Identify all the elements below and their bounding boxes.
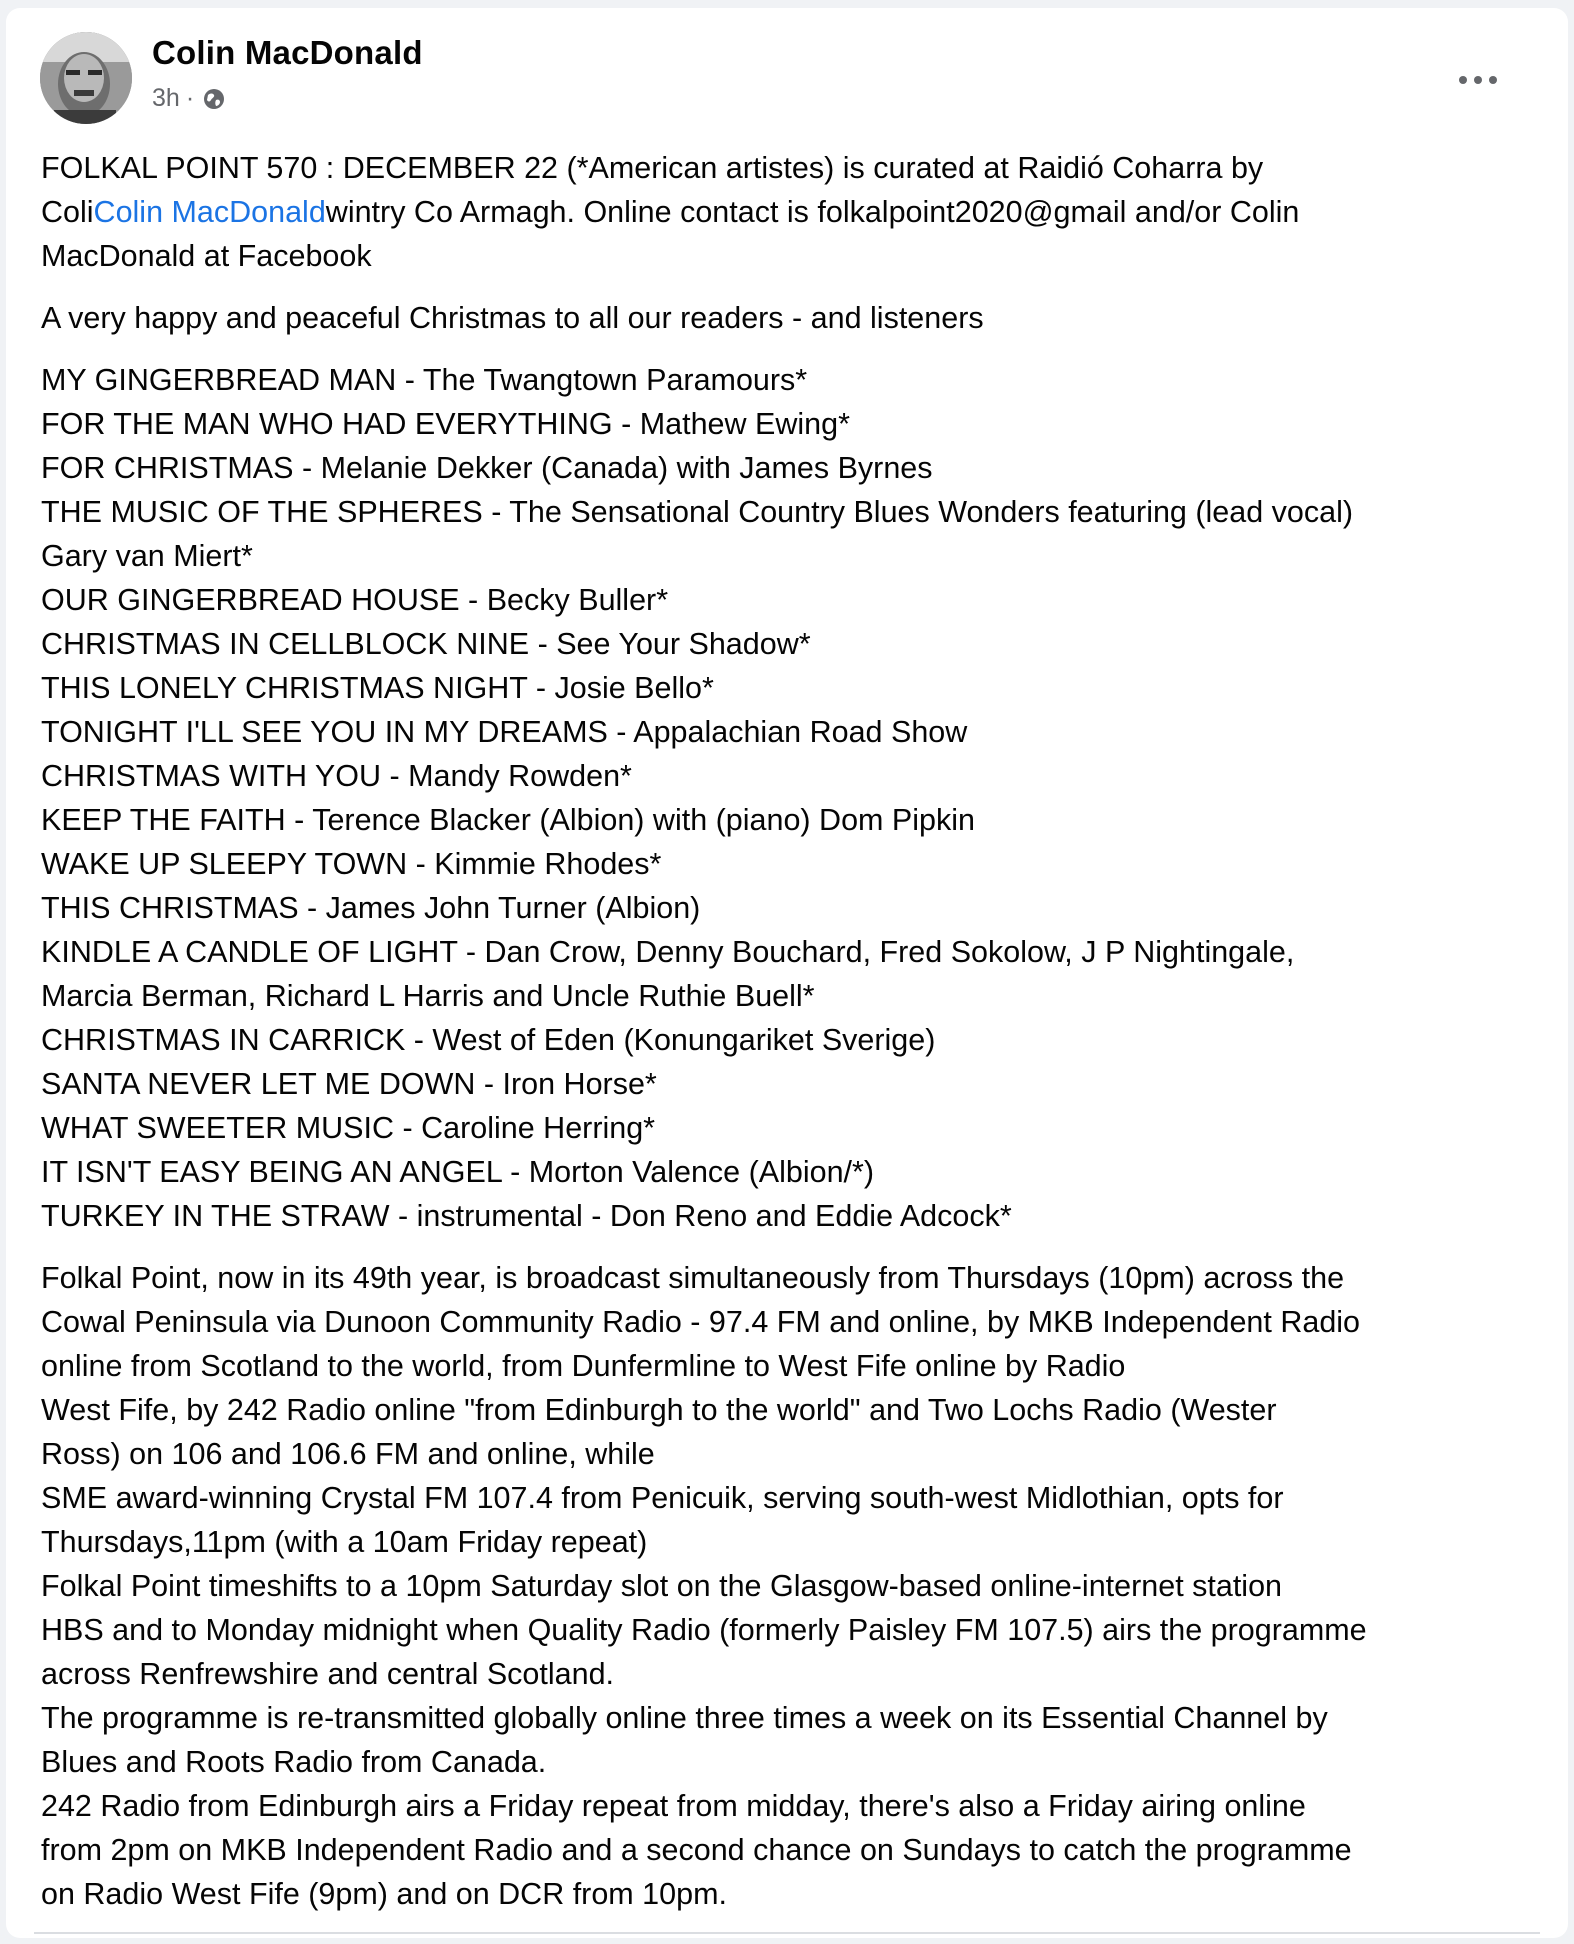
track-line: Gary van Miert* <box>41 539 253 573</box>
track-line: OUR GINGERBREAD HOUSE - Becky Buller* <box>41 583 669 617</box>
divider <box>34 1932 1540 1934</box>
avatar-image <box>40 32 132 124</box>
author-mention-link[interactable]: Colin MacDonald <box>93 195 326 229</box>
track-line: THIS CHRISTMAS - James John Turner (Albion) <box>41 891 701 925</box>
info-line: Blues and Roots Radio from Canada. <box>41 1745 547 1779</box>
post-card <box>6 8 1568 1938</box>
track-line: CHRISTMAS WITH YOU - Mandy Rowden* <box>41 759 632 793</box>
info-line: Cowal Peninsula via Dunoon Community Radio - 97.4 FM and online, by MKB Independent Radio <box>41 1305 1361 1339</box>
track-line: KINDLE A CANDLE OF LIGHT - Dan Crow, Denny Bouchard, Fred Sokolow, J P Nightingale, <box>41 935 1295 969</box>
meta-separator: · <box>185 84 195 112</box>
info-line: HBS and to Monday midnight when Quality Radio (formerly Paisley FM 107.5) airs the programme <box>41 1613 1367 1647</box>
info-line: SME award-winning Crystal FM 107.4 from Penicuik, serving south-west Midlothian, opts for <box>41 1481 1284 1515</box>
intro-text: wintry Co Armagh. Online contact is folkalpoint2020@gmail and/or Colin <box>325 195 1300 229</box>
info-line: Folkal Point timeshifts to a 10pm Saturday slot on the Glasgow-based online-internet station <box>41 1569 1282 1603</box>
more-horizontal-icon <box>1489 76 1497 84</box>
info-line: across Renfrewshire and central Scotland. <box>41 1657 615 1691</box>
more-horizontal-icon <box>1459 76 1467 84</box>
track-line: FOR CHRISTMAS - Melanie Dekker (Canada) with James Byrnes <box>41 451 933 485</box>
track-line: FOR THE MAN WHO HAD EVERYTHING - Mathew Ewing* <box>41 407 850 441</box>
info-line: Thursdays,11pm (with a 10am Friday repeat) <box>41 1525 648 1559</box>
track-line: WHAT SWEETER MUSIC - Caroline Herring* <box>41 1111 656 1145</box>
intro-line <box>41 190 1541 234</box>
track-line: CHRISTMAS IN CELLBLOCK NINE - See Your Shadow* <box>41 627 811 661</box>
post-header <box>6 8 1568 118</box>
paragraph-gap <box>41 278 1541 296</box>
globe-icon[interactable] <box>202 87 226 111</box>
track-line: Marcia Berman, Richard L Harris and Uncle Ruthie Buell* <box>41 979 815 1013</box>
tracklist <box>41 358 1541 1238</box>
intro-text: Coli <box>41 195 94 229</box>
paragraph-gap <box>41 1238 1541 1256</box>
more-options-button[interactable] <box>1448 60 1508 100</box>
info-line: Ross) on 106 and 106.6 FM and online, while <box>41 1437 655 1471</box>
info-line: online from Scotland to the world, from Dunfermline to West Fife online by Radio <box>41 1349 1126 1383</box>
avatar[interactable] <box>40 32 132 124</box>
track-line: MY GINGERBREAD MAN - The Twangtown Paramours* <box>41 363 808 397</box>
info-line: West Fife, by 242 Radio online "from Edinburgh to the world" and Two Lochs Radio (Wester <box>41 1393 1277 1427</box>
info-line: from 2pm on MKB Independent Radio and a second chance on Sundays to catch the programme <box>41 1833 1352 1867</box>
paragraph-gap <box>41 340 1541 358</box>
info-line: Folkal Point, now in its 49th year, is broadcast simultaneously from Thursdays (10pm) across the <box>41 1261 1345 1295</box>
info-line: The programme is re-transmitted globally online three times a week on its Essential Channel by <box>41 1701 1328 1735</box>
author-name[interactable]: Colin MacDonald <box>152 34 423 71</box>
post-timestamp[interactable]: 3h <box>152 84 180 112</box>
greeting-text: A very happy and peaceful Christmas to all our readers - and listeners <box>41 301 984 335</box>
post-body <box>41 146 1541 1916</box>
track-line: THE MUSIC OF THE SPHERES - The Sensational Country Blues Wonders featuring (lead vocal) <box>41 495 1354 529</box>
track-line: CHRISTMAS IN CARRICK - West of Eden (Konungariket Sverige) <box>41 1023 936 1057</box>
track-line: TURKEY IN THE STRAW - instrumental - Don Reno and Eddie Adcock* <box>41 1199 1012 1233</box>
info-line: 242 Radio from Edinburgh airs a Friday repeat from midday, there's also a Friday airing online <box>41 1789 1306 1823</box>
track-line: KEEP THE FAITH - Terence Blacker (Albion) with (piano) Dom Pipkin <box>41 803 975 837</box>
intro-line: FOLKAL POINT 570 : DECEMBER 22 (*American artistes) is curated at Raidió Coharra by <box>41 151 1264 185</box>
track-line: THIS LONELY CHRISTMAS NIGHT - Josie Bello* <box>41 671 714 705</box>
broadcast-info <box>41 1256 1541 1916</box>
intro-line: MacDonald at Facebook <box>41 239 372 273</box>
track-line: IT ISN'T EASY BEING AN ANGEL - Morton Valence (Albion/*) <box>41 1155 875 1189</box>
more-horizontal-icon <box>1474 76 1482 84</box>
track-line: WAKE UP SLEEPY TOWN - Kimmie Rhodes* <box>41 847 662 881</box>
info-line: on Radio West Fife (9pm) and on DCR from 10pm. <box>41 1877 727 1911</box>
track-line: SANTA NEVER LET ME DOWN - Iron Horse* <box>41 1067 657 1101</box>
post-meta <box>152 84 226 113</box>
track-line: TONIGHT I'LL SEE YOU IN MY DREAMS - Appalachian Road Show <box>41 715 968 749</box>
